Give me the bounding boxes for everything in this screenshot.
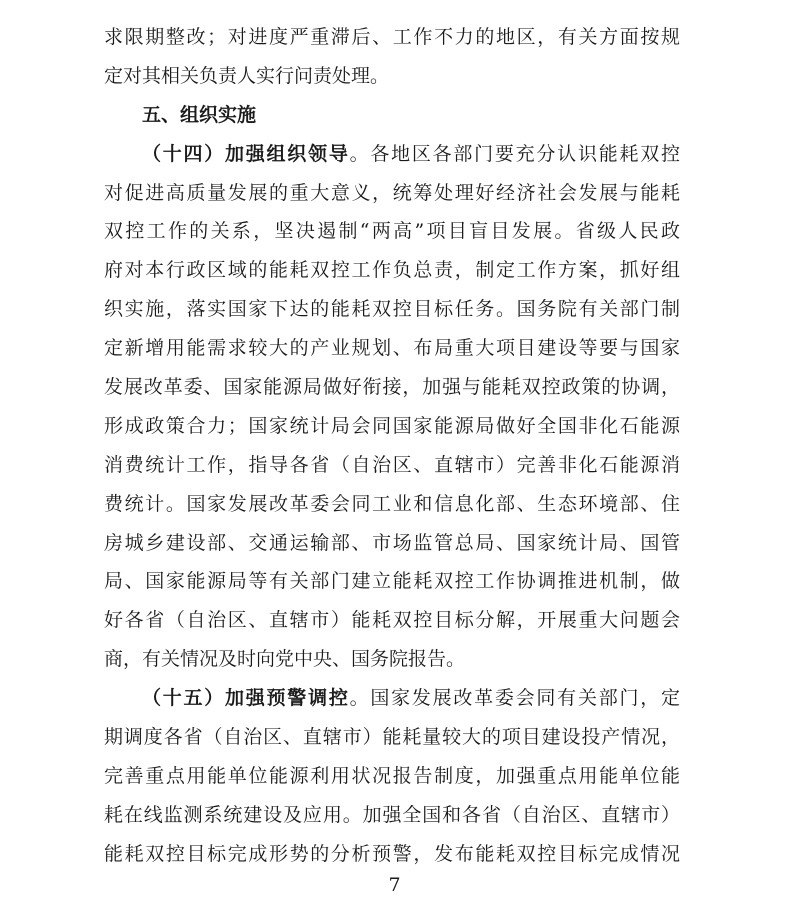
text-line: 求限期整改；对进度严重滞后、工作不力的地区，有关方面按规	[104, 26, 680, 48]
text-line: 定新增用能需求较大的产业规划、布局重大项目建设等要与国家	[104, 337, 680, 360]
text-line: 好各省（自治区、直辖市）能耗双控目标分解，开展重大问题会	[104, 609, 680, 632]
paragraph-14-first-line	[104, 135, 680, 174]
text-line: 对促进高质量发展的重大意义，统筹处理好经济社会发展与能耗	[104, 181, 680, 204]
paragraph-15-first-text: 。国家发展改革委会同有关部门，定	[349, 687, 680, 710]
text-line: 能耗双控目标完成形势的分析预警，发布能耗双控目标完成情况	[104, 842, 680, 865]
document-page	[104, 18, 680, 874]
text-line: 定对其相关负责人实行问责处理。	[104, 64, 390, 87]
paragraph-14-first-text: 。各地区各部门要充分认识能耗双控	[349, 142, 680, 165]
text-line: 费统计。国家发展改革委会同工业和信息化部、生态环境部、住	[104, 492, 680, 515]
text-line: 消费统计工作，指导各省（自治区、直辖市）完善非化石能源消	[104, 453, 680, 476]
paragraph-15-heading: （十五）加强预警调控	[142, 687, 350, 710]
text-line: 局、国家能源局等有关部门建立能耗双控工作协调推进机制，做	[104, 570, 680, 593]
text-line: 完善重点用能单位能源利用状况报告制度，加强重点用能单位能	[104, 764, 680, 787]
text-line: 府对本行政区域的能耗双控工作负总责，制定工作方案，抓好组	[104, 259, 680, 282]
text-line: 商，有关情况及时向党中央、国务院报告。	[104, 648, 466, 671]
text-line: 形成政策合力；国家统计局会同国家能源局做好全国非化石能源	[104, 414, 680, 437]
text-line: 房城乡建设部、交通运输部、市场监管总局、国家统计局、国管	[104, 531, 680, 554]
paragraph-14-heading: （十四）加强组织领导	[142, 142, 350, 165]
text-line: 双控工作的关系，坚决遏制“两高”项目盲目发展。省级人民政	[104, 220, 680, 243]
text-line: 期调度各省（自治区、直辖市）能耗量较大的项目建设投产情况，	[104, 726, 680, 749]
section-title: 五、组织实施	[142, 103, 257, 126]
paragraph-15-first-line	[104, 679, 680, 718]
page-number: 7	[388, 874, 401, 896]
text-line: 织实施，落实国家下达的能耗双控目标任务。国务院有关部门制	[104, 298, 680, 321]
text-line: 耗在线监测系统建设及应用。加强全国和各省（自治区、直辖市）	[104, 803, 680, 826]
text-line: 发展改革委、国家能源局做好衔接，加强与能耗双控政策的协调，	[104, 376, 680, 399]
